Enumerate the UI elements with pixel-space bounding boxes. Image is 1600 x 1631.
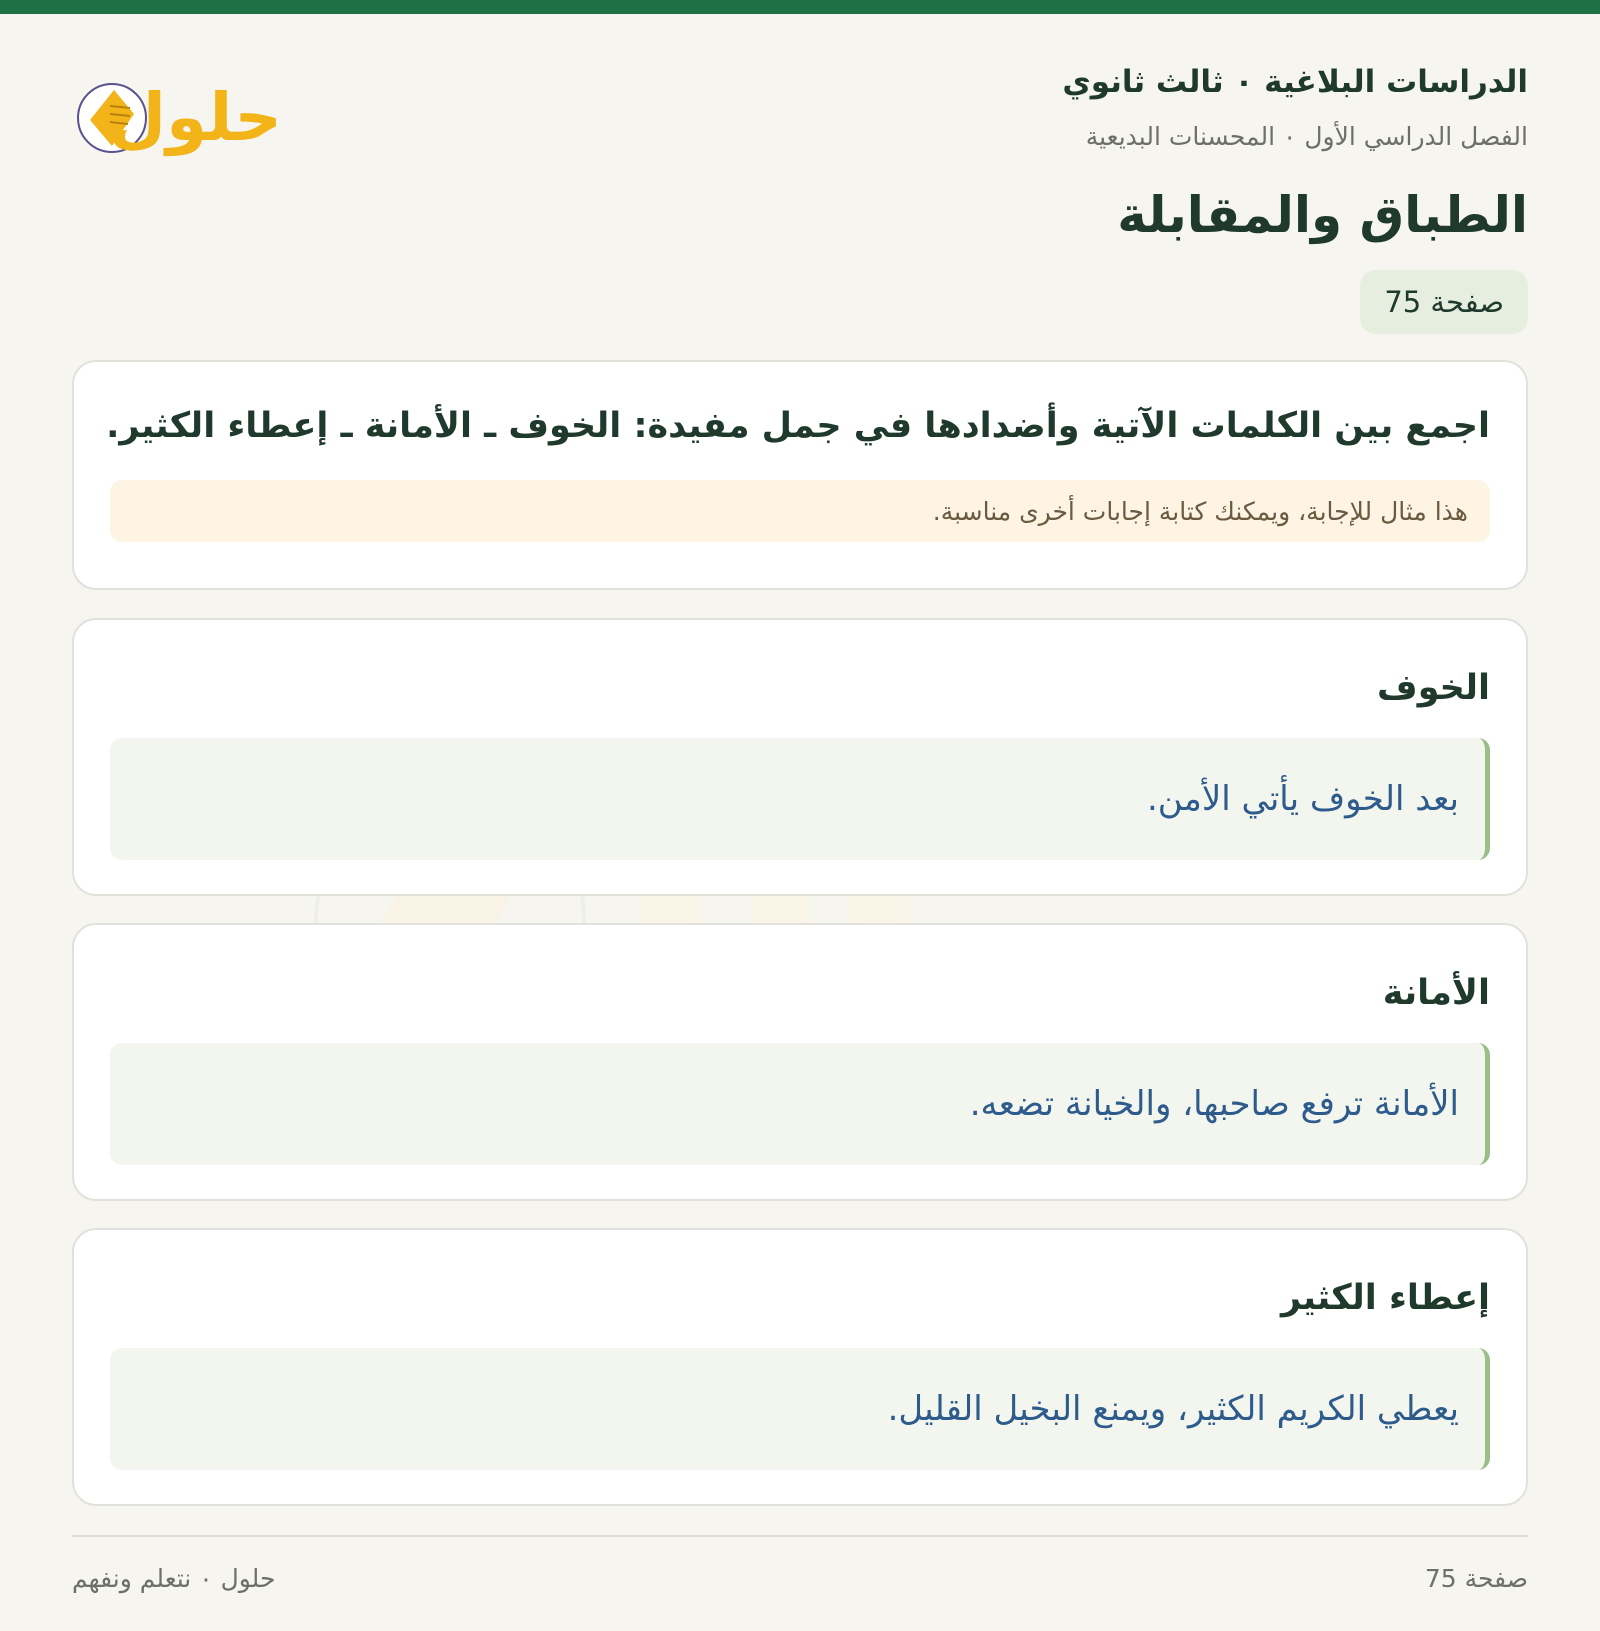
answer-text: بعد الخوف يأتي الأمن. bbox=[110, 738, 1490, 860]
breadcrumb: الفصل الدراسي الأول ٠ المحسنات البديعية bbox=[1085, 122, 1528, 151]
answer-card bbox=[72, 1228, 1528, 1506]
footer-page-number: صفحة 75 bbox=[1424, 1564, 1528, 1593]
answer-label: الأمانة bbox=[1382, 973, 1490, 1013]
book-diamond-logo-icon[interactable] bbox=[72, 68, 302, 168]
question-card bbox=[72, 360, 1528, 590]
answer-card bbox=[72, 923, 1528, 1201]
logo-wordmark: حلول bbox=[108, 79, 282, 156]
answer-card bbox=[72, 618, 1528, 896]
page-title: الطباق والمقابلة bbox=[1117, 186, 1528, 244]
top-accent-bar bbox=[0, 0, 1600, 14]
answer-label: الخوف bbox=[1377, 668, 1490, 708]
page-header bbox=[72, 14, 1528, 340]
answer-text: الأمانة ترفع صاحبها، والخيانة تضعه. bbox=[110, 1043, 1490, 1165]
answer-text: يعطي الكريم الكثير، ويمنع البخيل القليل. bbox=[110, 1348, 1490, 1470]
answer-label: إعطاء الكثير bbox=[1280, 1278, 1490, 1318]
question-text: اجمع بين الكلمات الآتية وأضدادها في جمل مفيدة: الخوف ـ الأمانة ـ إعطاء الكثير. bbox=[106, 406, 1490, 446]
subject-title: الدراسات البلاغية ٠ ثالث ثانوي bbox=[1062, 64, 1528, 100]
footer-brand: حلول ٠ نتعلم ونفهم bbox=[72, 1564, 276, 1593]
footer-divider bbox=[72, 1535, 1528, 1537]
page-number-badge: صفحة 75 bbox=[1360, 270, 1528, 334]
answer-note: هذا مثال للإجابة، ويمكنك كتابة إجابات أخرى مناسبة. bbox=[110, 480, 1490, 542]
